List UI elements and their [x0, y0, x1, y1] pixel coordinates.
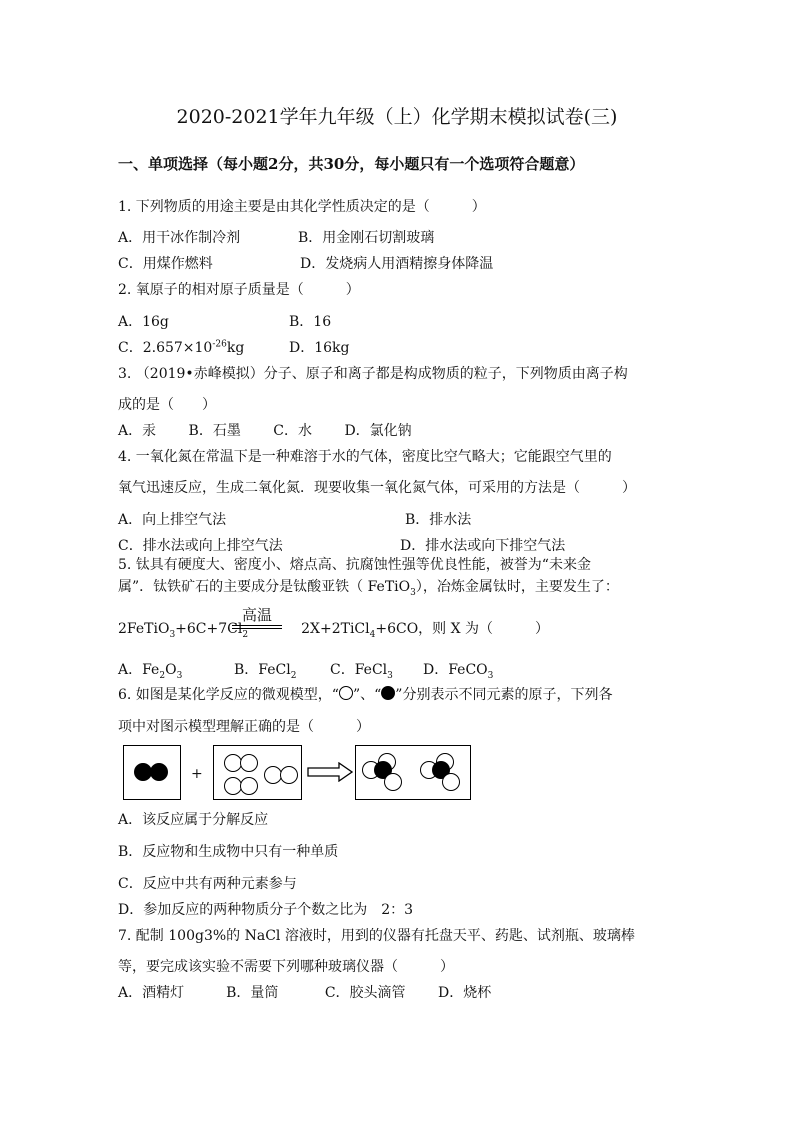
- q6-stem-line1: 6. 如图是某化学反应的微观模型，“ ”、“ ”分别表示不同元素的原子，下列各: [118, 687, 613, 703]
- q3-stem-line2: 成的是（ ）: [118, 397, 216, 413]
- q7-stem-line1: 7. 配制 100g3%的 NaCl 溶液时，用到的仪器有托盘天平、药匙、试剂瓶、玻璃棒: [118, 928, 635, 944]
- q5-stem-line1: 5. 钛具有硬度大、密度小、熔点高、抗腐蚀性强等优良性能，被誉为“未来金: [118, 557, 591, 573]
- black-atom-icon: [381, 686, 395, 700]
- q1-stem: 1. 下列物质的用途主要是由其化学性质决定的是（ ）: [118, 199, 486, 215]
- q5-option-c: C．FeCl$_3$: [330, 662, 393, 681]
- q5-option-d: D．FeCO$_3$: [423, 662, 494, 681]
- plus-sign: +: [191, 766, 203, 782]
- q7-stem-line2: 等，要完成该实验不需要下列哪种玻璃仪器（ ）: [118, 959, 454, 975]
- white-atom: [384, 773, 402, 791]
- reactant-box-2: [213, 745, 302, 800]
- q1-option-c: C．用煤作燃料: [118, 256, 213, 272]
- reactant-box-1: [123, 745, 181, 800]
- q4-stem-line2: 氧气迅速反应，生成二氧化氮．现要收集一氧化氮气体，可采用的方法是（ ）: [118, 480, 636, 496]
- white-atom: [442, 773, 460, 791]
- reaction-condition: 高温: [241, 606, 272, 624]
- section-heading: 一、单项选择（每小题2分，共30分，每小题只有一个选项符合题意）: [118, 155, 585, 173]
- q6-option-a: A．该反应属于分解反应: [118, 812, 269, 828]
- equation-bar-bottom: [232, 628, 282, 629]
- white-atom: [240, 777, 258, 795]
- white-atom-icon: [339, 686, 353, 700]
- q2-option-b: B．16: [289, 314, 332, 330]
- q1-option-b: B．用金刚石切割玻璃: [298, 230, 435, 246]
- q4-option-b: B．排水法: [405, 512, 472, 528]
- q4-stem-line1: 4. 一氧化氮在常温下是一种难溶于水的气体，密度比空气略大；它能跟空气里的: [118, 449, 612, 465]
- q1-option-a: A．用干冰作制冷剂: [118, 230, 241, 246]
- q5-option-a: A．$Fe_2O_3$: [118, 662, 183, 681]
- white-atom: [280, 766, 298, 784]
- q2-option-d: D．16kg: [289, 340, 350, 356]
- q7-options: A．酒精灯 B．量筒 C．胶头滴管 D．烧杯: [118, 985, 492, 1001]
- q6-option-b: B．反应物和生成物中只有一种单质: [118, 844, 339, 860]
- q6-option-d: D．参加反应的两种物质分子个数之比为 2：3: [118, 902, 414, 918]
- q1-option-d: D．发烧病人用酒精擦身体降温: [300, 256, 494, 272]
- q4-option-a: A．向上排空气法: [118, 512, 227, 528]
- q2-option-a: A．16g: [118, 314, 169, 330]
- q6-stem-line2: 项中对图示模型理解正确的是（ ）: [118, 719, 370, 735]
- q3-stem-line1: 3. （2019•赤峰模拟）分子、原子和离子都是构成物质的粒子，下列物质由离子构: [118, 366, 628, 382]
- q2-option-c: C．$2.657\times 10^{-26}kg$: [118, 339, 245, 356]
- q3-options: A．汞 B．石墨 C．水 D．氯化钠: [118, 423, 412, 439]
- equation-bar-top: [232, 625, 282, 626]
- reaction-arrow-icon: [307, 762, 353, 782]
- black-atom: [150, 763, 168, 781]
- q5-equation: $2FeTiO_3+6C+7Cl_2$ 2X+2TiCl$_4$+6CO，则 X 为（ ）: [118, 621, 550, 640]
- q4-option-d: D．排水法或向下排空气法: [400, 538, 566, 554]
- white-atom: [240, 754, 258, 772]
- q6-option-c: C．反应中共有两种元素参与: [118, 876, 297, 892]
- product-box: [355, 745, 471, 800]
- q5-option-b: B．FeCl$_2$: [234, 662, 297, 681]
- q5-stem-line2: 属”．钛铁矿石的主要成分是钛酸亚铁（ FeTiO$_3$），冶炼金属钛时，主要发生了：: [118, 579, 619, 598]
- q2-stem: 2. 氧原子的相对原子质量是（ ）: [118, 282, 360, 298]
- paper-title: 2020-2021学年九年级（上）化学期末模拟试卷(三): [176, 106, 618, 128]
- q4-option-c: C．排水法或向上排空气法: [118, 538, 283, 554]
